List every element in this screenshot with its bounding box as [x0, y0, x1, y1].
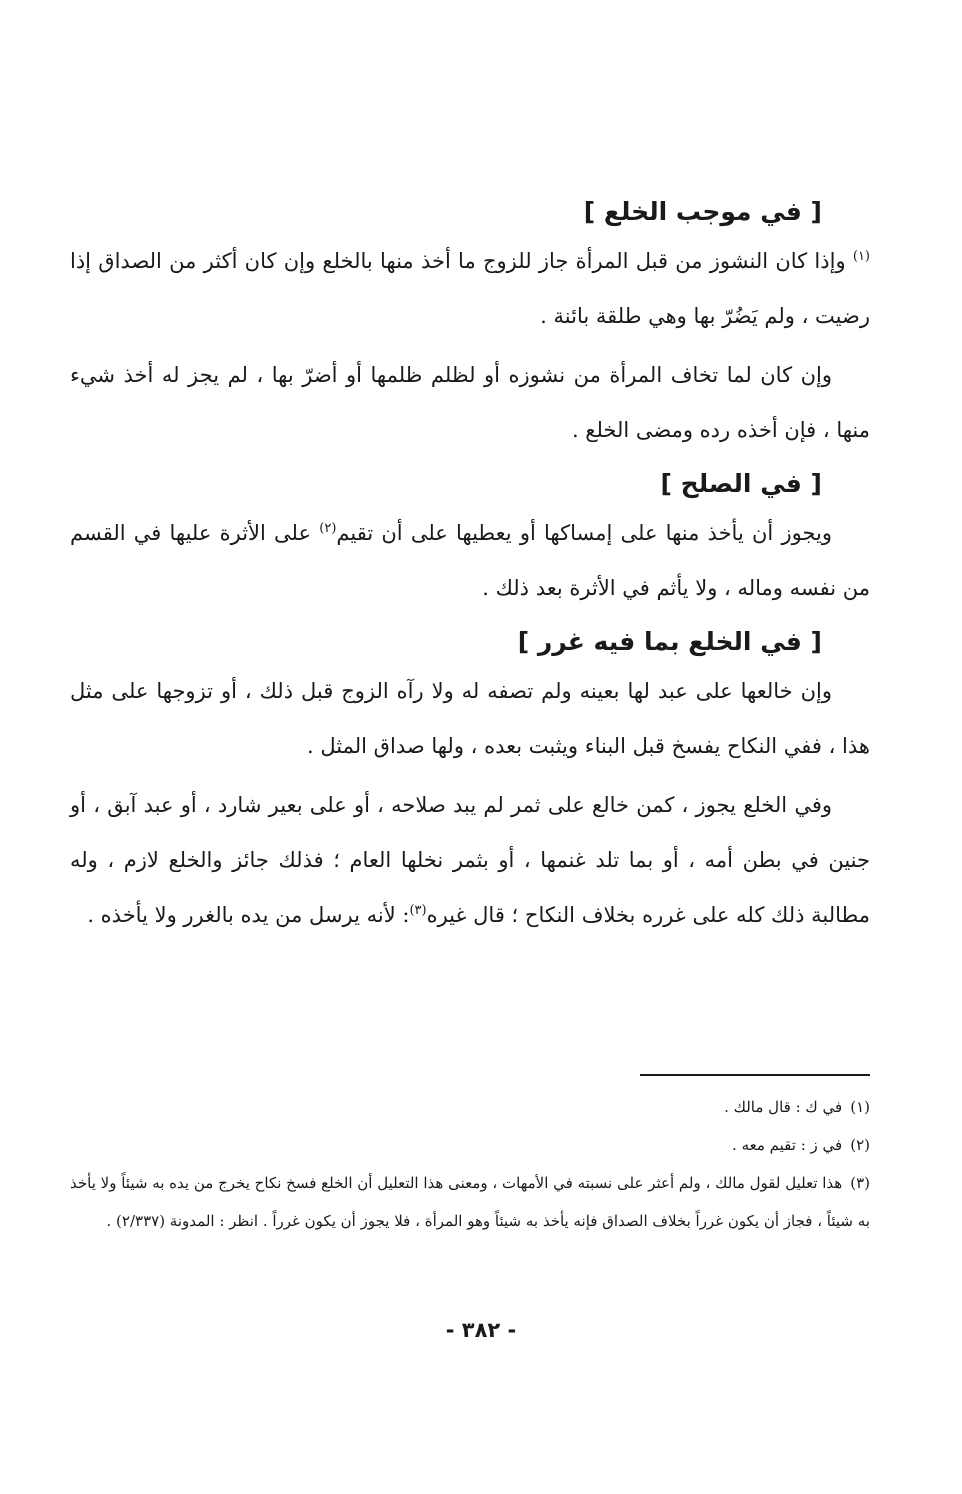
footnote-number: (١) — [850, 1098, 870, 1116]
footnotes — [70, 1074, 870, 1240]
footnote — [70, 1164, 870, 1240]
section-heading: [ في الصلح ] — [660, 469, 822, 498]
footnote-ref[interactable]: (٣) — [409, 903, 427, 918]
footnote-number: (٣) — [850, 1174, 870, 1192]
paragraph-text: ويجوز أن يأخذ منها على إمساكها أو يعطيها على أن تقيم — [336, 521, 832, 545]
section-heading: [ في الخلع بما فيه غرر ] — [517, 627, 822, 656]
paragraph: وإن كان لما تخاف المرأة من نشوزه أو لظلم ظلمها أو أضرّ بها ، لم يجز له أخذ شيء منها ، فإن أخذه رده ومضى الخلع . — [70, 363, 870, 442]
page-number: - ٣٨٢ - — [445, 1318, 517, 1342]
footnote-number: (٢) — [850, 1136, 870, 1154]
paragraph-text: على الأثرة عليها في القسم من نفسه وماله ، ولا يأثم في الأثرة بعد ذلك . — [70, 521, 870, 600]
page-body — [70, 190, 870, 947]
footnote-divider — [640, 1074, 870, 1076]
footnote-ref[interactable]: (١) — [852, 249, 870, 264]
section-heading: [ في موجب الخلع ] — [583, 197, 822, 226]
footnote-ref[interactable]: (٢) — [319, 521, 337, 536]
footnote-text: هذا تعليل لقول مالك ، ولم أعثر على نسبته في الأمهات ، ومعنى هذا التعليل أن الخلع فسخ نكاح يخرج من يده به شيئاً ولا يأخذ به شيئاً ، فجاز أن يكون غرراً بخلاف الصداق فإنه يأخذ به شيئاً وهو المرأة ، فلا يجوز أن يكون غرراً . انظر : المدونة (٢/٣٣٧) . — [70, 1174, 870, 1230]
paragraph — [70, 234, 870, 344]
paragraph: وإن خالعها على عبد لها بعينه ولم تصفه له ولا رآه الزوج قبل ذلك ، أو تزوجها على مثل هذا ، ففي النكاح يفسخ قبل البناء ويثبت بعده ، ولها صداق المثل . — [70, 679, 870, 758]
paragraph-text: : لأنه يرسل من يده بالغرر ولا يأخذه . — [87, 903, 410, 927]
paragraph-text: وإذا كان النشوز من قبل المرأة جاز للزوج ما أخذ منها بالخلع وإن كان أكثر من الصداق إذا رضيت ، ولم يَضُرّ بها وهي طلقة بائنة . — [70, 249, 870, 328]
footnote-text: في ك : قال مالك . — [724, 1098, 843, 1116]
footnote-text: في ز : تقيم معه . — [732, 1136, 843, 1154]
paragraph — [70, 778, 870, 943]
paragraph-text: وفي الخلع يجوز ، كمن خالع على ثمر لم يبد صلاحه ، أو على بعير شارد ، أو عبد آبق ، أو جنين في بطن أمه ، أو بما تلد غنمها ، أو بثمر نخلها العام ؛ فذلك جائز والخلع لازم ، وله مطالبة ذلك كله على غرره بخلاف النكاح ؛ قال غيره — [70, 793, 870, 927]
paragraph — [70, 506, 870, 616]
footnote — [70, 1088, 870, 1126]
footnote — [70, 1126, 870, 1164]
